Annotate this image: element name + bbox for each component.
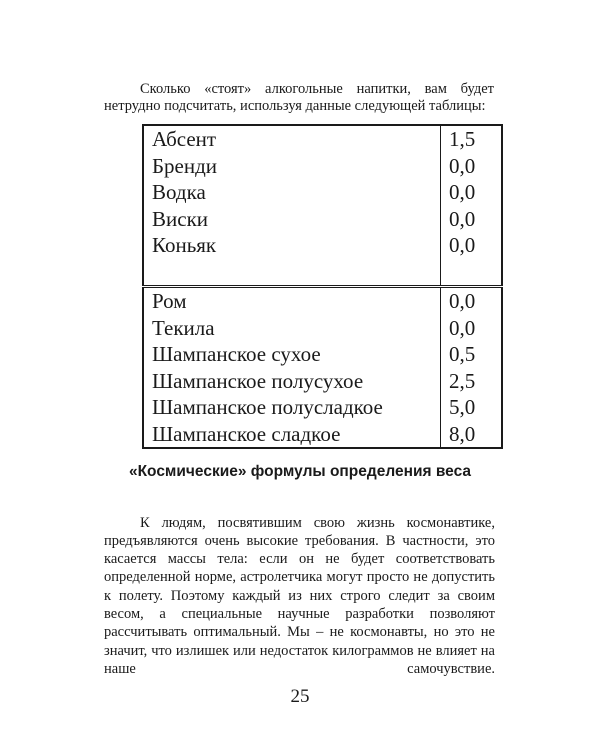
- drink-name: Виски: [143, 206, 441, 233]
- drink-value: 0,5: [441, 341, 503, 368]
- drink-value: 0,0: [441, 179, 503, 206]
- drink-value: 0,0: [441, 232, 503, 287]
- drink-value: 8,0: [441, 421, 503, 449]
- drink-value: 2,5: [441, 368, 503, 395]
- drink-name: Текила: [143, 315, 441, 342]
- drink-name: Водка: [143, 179, 441, 206]
- drink-value: 1,5: [441, 125, 503, 153]
- intro-paragraph: [104, 81, 494, 115]
- drink-name: Бренди: [143, 153, 441, 180]
- drink-value: 5,0: [441, 394, 503, 421]
- intro-text: Сколько «стоят» алкогольные напитки, вам будет нетрудно подсчитать, используя данные следующей таблицы:: [104, 80, 494, 114]
- section-paragraph: [104, 514, 495, 679]
- table-row: [143, 179, 502, 206]
- drink-value: 0,0: [441, 287, 503, 315]
- drink-name: Шампанское полусухое: [143, 368, 441, 395]
- drink-name: Шампанское полусладкое: [143, 394, 441, 421]
- section-heading: «Космические» формулы определения веса: [128, 463, 472, 480]
- table-row: [143, 368, 502, 395]
- table-row: [143, 341, 502, 368]
- table-row: [143, 287, 502, 315]
- table-row: [143, 394, 502, 421]
- drink-name: Ром: [143, 287, 441, 315]
- table-row: [143, 421, 502, 449]
- drink-value: 0,0: [441, 315, 503, 342]
- table-row: [143, 232, 502, 287]
- drink-value: 0,0: [441, 206, 503, 233]
- page-number: 25: [290, 686, 310, 707]
- drink-name: Коньяк: [143, 232, 441, 287]
- section-paragraph-text: К людям, посвятившим свою жизнь космонавтике, предъявляются очень высокие требования. В частности, это касается массы тела: если он не будет соответствовать определенной норме, астролетчика могут просто не допустить к полету. Поэтому каждый из них строго следит за своим весом, а специальные научные разработки позволяют рассчитывать оптимальный. Мы – не космонавты, но это не значит, что излишек или недостаток килограммов не влияет на наше самочувствие.: [104, 514, 495, 677]
- drink-name: Шампанское сухое: [143, 341, 441, 368]
- table-row: [143, 206, 502, 233]
- drink-name: Шампанское сладкое: [143, 421, 441, 449]
- drinks-table: [142, 124, 503, 449]
- drink-value: 0,0: [441, 153, 503, 180]
- table-row: [143, 153, 502, 180]
- table-row: [143, 125, 502, 153]
- table-row: [143, 315, 502, 342]
- drink-name: Абсент: [143, 125, 441, 153]
